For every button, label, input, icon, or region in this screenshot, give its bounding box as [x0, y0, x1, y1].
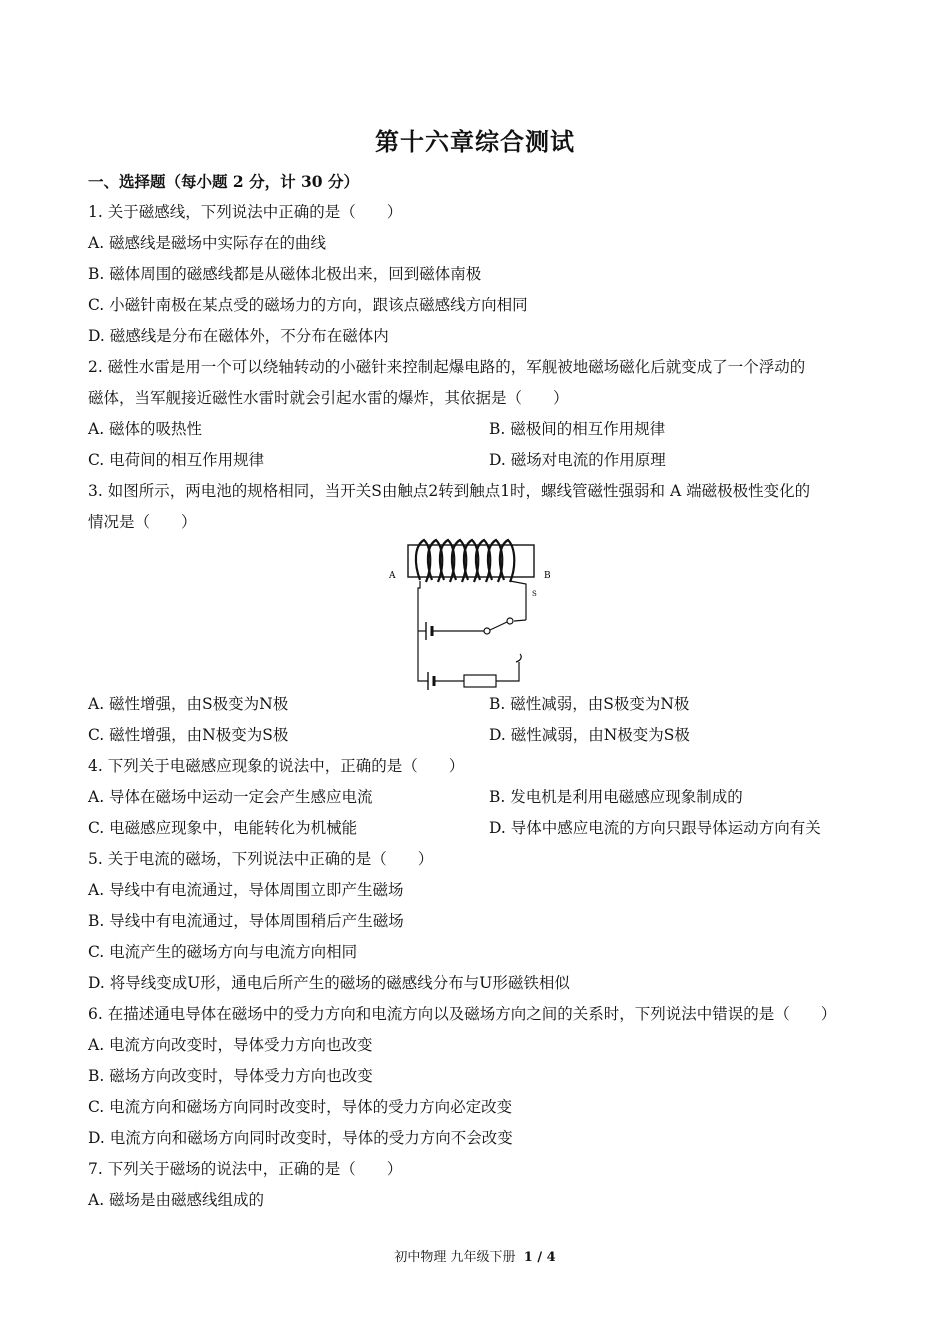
question-4-option-d: D. 导体中感应电流的方向只跟导体运动方向有关	[489, 819, 821, 837]
question-1-option-c: C. 小磁针南极在某点受的磁场力的方向，跟该点磁感线方向相同	[88, 296, 528, 314]
question-6-option-b: B. 磁场方向改变时，导体受力方向也改变	[88, 1067, 373, 1085]
question-7-option-a: A. 磁场是由磁感线组成的	[88, 1191, 265, 1209]
battery-1	[426, 622, 432, 640]
question-6-option-d: D. 电流方向和磁场方向同时改变时，导体的受力方向不会改变	[88, 1129, 513, 1147]
question-4-option-a: A. 导体在磁场中运动一定会产生感应电流	[88, 788, 373, 806]
question-2-option-c: C. 电荷间的相互作用规律	[88, 451, 265, 469]
question-6-stem: 6. 在描述通电导体在磁场中的受力方向和电流方向以及磁场方向之间的关系时，下列说法中错误的是（ ）	[88, 1005, 837, 1023]
section-heading: 一、选择题（每小题 2 分，计 30 分）	[88, 172, 359, 191]
question-4-option-b: B. 发电机是利用电磁感应现象制成的	[489, 788, 743, 806]
question-2-stem-line1: 2. 磁性水雷是用一个可以绕轴转动的小磁针来控制起爆电路的，军舰被地磁场磁化后就变成了一个浮动的	[88, 358, 806, 376]
question-5-option-c: C. 电流产生的磁场方向与电流方向相同	[88, 943, 358, 961]
question-5-option-d: D. 将导线变成U形，通电后所产生的磁场的磁感线分布与U形磁铁相似	[88, 974, 570, 992]
resistor	[464, 675, 496, 687]
question-3-stem-line2: 情况是（ ）	[88, 513, 197, 531]
footer-subject: 初中物理 九年级下册	[394, 1250, 516, 1265]
battery-2	[428, 672, 434, 690]
footer-page-number: 1 / 4	[523, 1250, 556, 1265]
question-6-option-c: C. 电流方向和磁场方向同时改变时，导体的受力方向必定改变	[88, 1098, 513, 1116]
page-footer	[0, 1246, 950, 1265]
question-3-stem-line1: 3. 如图所示，两电池的规格相同，当开关S由触点2转到触点1时，螺线管磁性强弱和 A 端磁极极性变化的	[88, 482, 811, 500]
question-3-option-a: A. 磁性增强，由S极变为N极	[88, 695, 289, 713]
question-4-stem: 4. 下列关于电磁感应现象的说法中，正确的是（ ）	[88, 757, 465, 775]
question-1-option-b: B. 磁体周围的磁感线都是从磁体北极出来，回到磁体南极	[88, 265, 482, 283]
question-3-option-b: B. 磁性减弱，由S极变为N极	[489, 695, 690, 713]
switch-s	[484, 618, 526, 662]
question-5-stem: 5. 关于电流的磁场，下列说法中正确的是（ ）	[88, 850, 434, 868]
solenoid-coil	[416, 540, 514, 582]
switch-label: S	[532, 590, 537, 598]
question-2-option-d: D. 磁场对电流的作用原理	[489, 451, 666, 469]
page-title: 第十六章综合测试	[375, 127, 575, 156]
question-3-option-c: C. 磁性增强，由N极变为S极	[88, 726, 289, 744]
end-b-label: B	[544, 571, 551, 581]
question-1-option-d: D. 磁感线是分布在磁体外，不分布在磁体内	[88, 327, 389, 345]
question-2-option-a: A. 磁体的吸热性	[88, 420, 203, 438]
question-6-option-a: A. 电流方向改变时，导体受力方向也改变	[88, 1036, 373, 1054]
question-7-stem: 7. 下列关于磁场的说法中，正确的是（ ）	[88, 1160, 403, 1178]
question-4-option-c: C. 电磁感应现象中，电能转化为机械能	[88, 819, 358, 837]
question-1-stem: 1. 关于磁感线，下列说法中正确的是（ ）	[88, 203, 403, 221]
circuit-wires	[418, 581, 526, 681]
solenoid-circuit-diagram	[380, 534, 560, 692]
question-5-option-b: B. 导线中有电流通过，导体周围稍后产生磁场	[88, 912, 404, 930]
end-a-label: A	[389, 571, 396, 581]
question-5-option-a: A. 导线中有电流通过，导体周围立即产生磁场	[88, 881, 404, 899]
question-1-option-a: A. 磁感线是磁场中实际存在的曲线	[88, 234, 327, 252]
question-2-option-b: B. 磁极间的相互作用规律	[489, 420, 666, 438]
question-3-option-d: D. 磁性减弱，由N极变为S极	[489, 726, 690, 744]
question-2-stem-line2: 磁体，当军舰接近磁性水雷时就会引起水雷的爆炸，其依据是（ ）	[88, 389, 569, 407]
